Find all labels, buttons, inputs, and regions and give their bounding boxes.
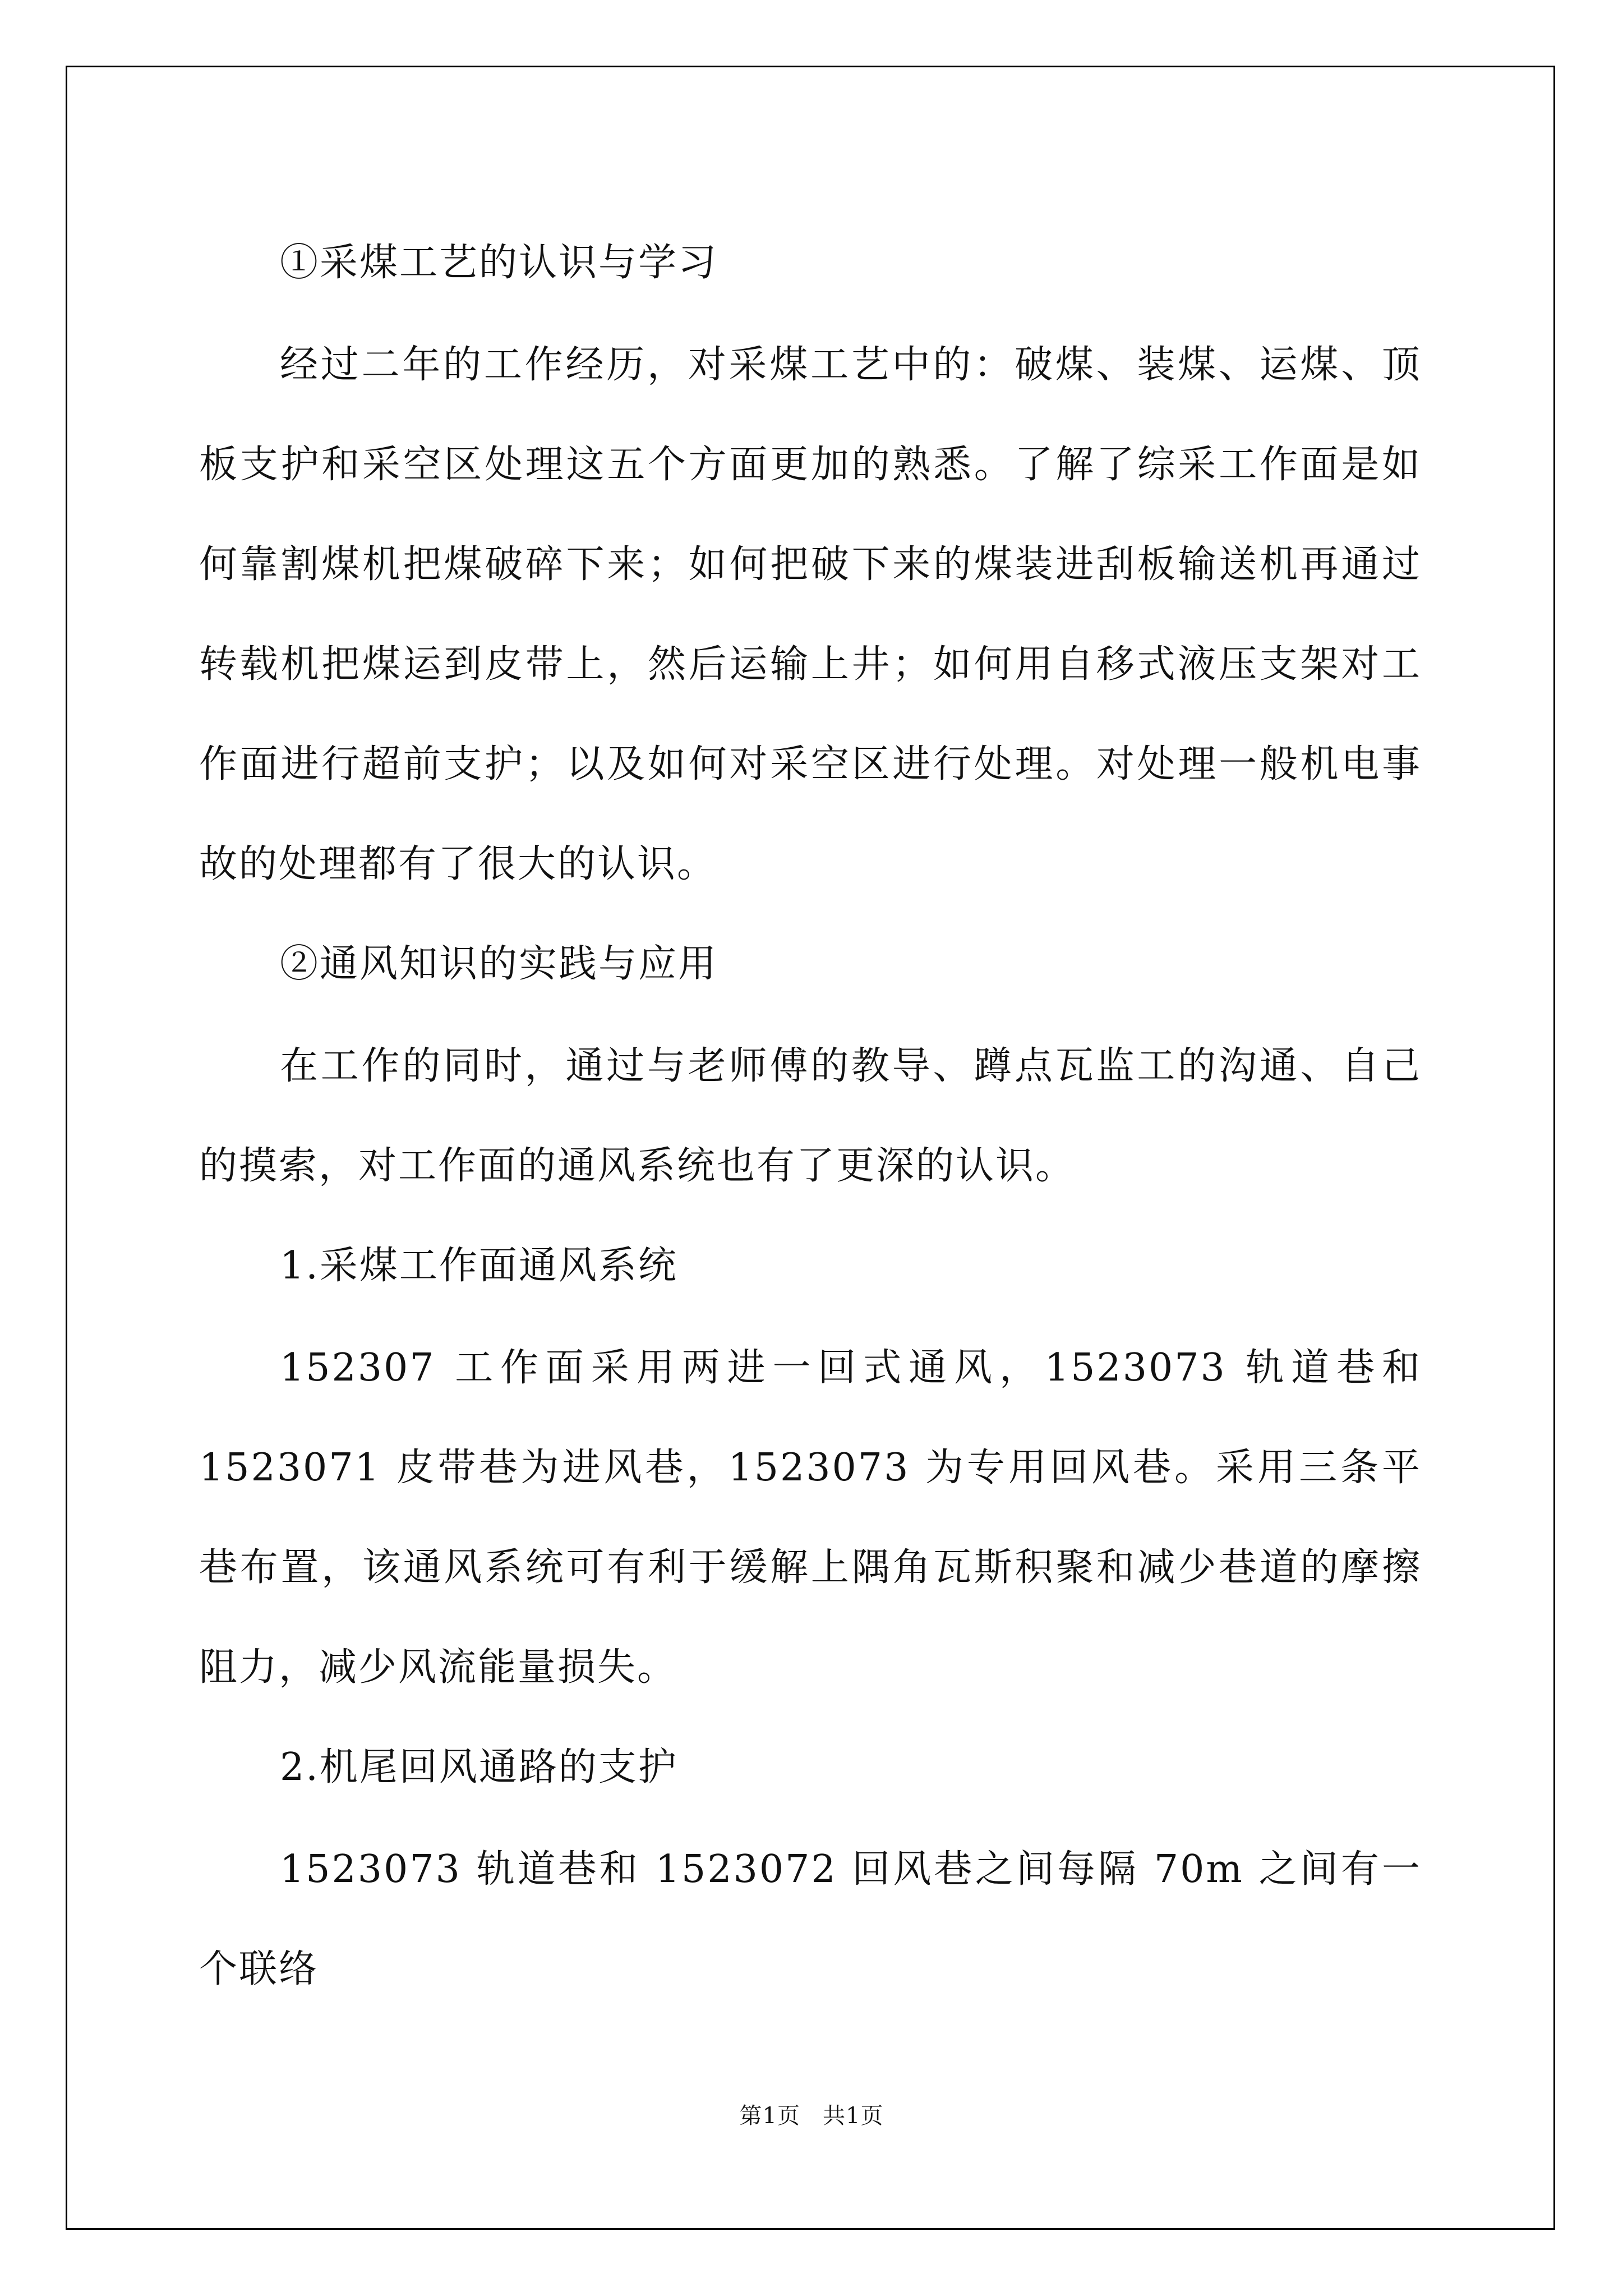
paragraph: 152307 工作面采用两进一回式通风，1523073 轨道巷和 1523071 皮带巷为进风巷，1523073 为专用回风巷。采用三条平巷布置，该通风系统可有利于缓解上隅角瓦斯积聚和减少巷道的摩擦阻力，减少风流能量损失。 [199, 1346, 1422, 1690]
section-heading-1: ①采煤工艺的认识与学习 [280, 241, 718, 285]
page-total: 共1页 [823, 2103, 884, 2129]
subsection-heading-1: 1.采煤工作面通风系统 [280, 1244, 678, 1288]
page-number: 第1页 [739, 2103, 800, 2129]
page-footer [0, 2098, 1623, 2130]
section-heading-2: ②通风知识的实践与应用 [280, 942, 718, 986]
paragraph: 经过二年的工作经历，对采煤工艺中的：破煤、装煤、运煤、顶板支护和采空区处理这五个方面更加的熟悉。了解了综采工作面是如何靠割煤机把煤破碎下来；如何把破下来的煤装进刮板输送机再通过转载机把煤运到皮带上，然后运输上井；如何用自移式液压支架对工作面进行超前支护；以及如何对采空区进行处理。对处理一般机电事故的处理都有了很大的认识。 [199, 343, 1422, 886]
paragraph: 在工作的同时，通过与老师傅的教导、蹲点瓦监工的沟通、自己的摸索，对工作面的通风系统也有了更深的认识。 [199, 1044, 1422, 1188]
paragraph: 1523073 轨道巷和 1523072 回风巷之间每隔 70m 之间有一个联络 [199, 1847, 1422, 1991]
document-body [199, 213, 1422, 2019]
subsection-heading-2: 2.机尾回风通路的支护 [280, 1745, 678, 1789]
